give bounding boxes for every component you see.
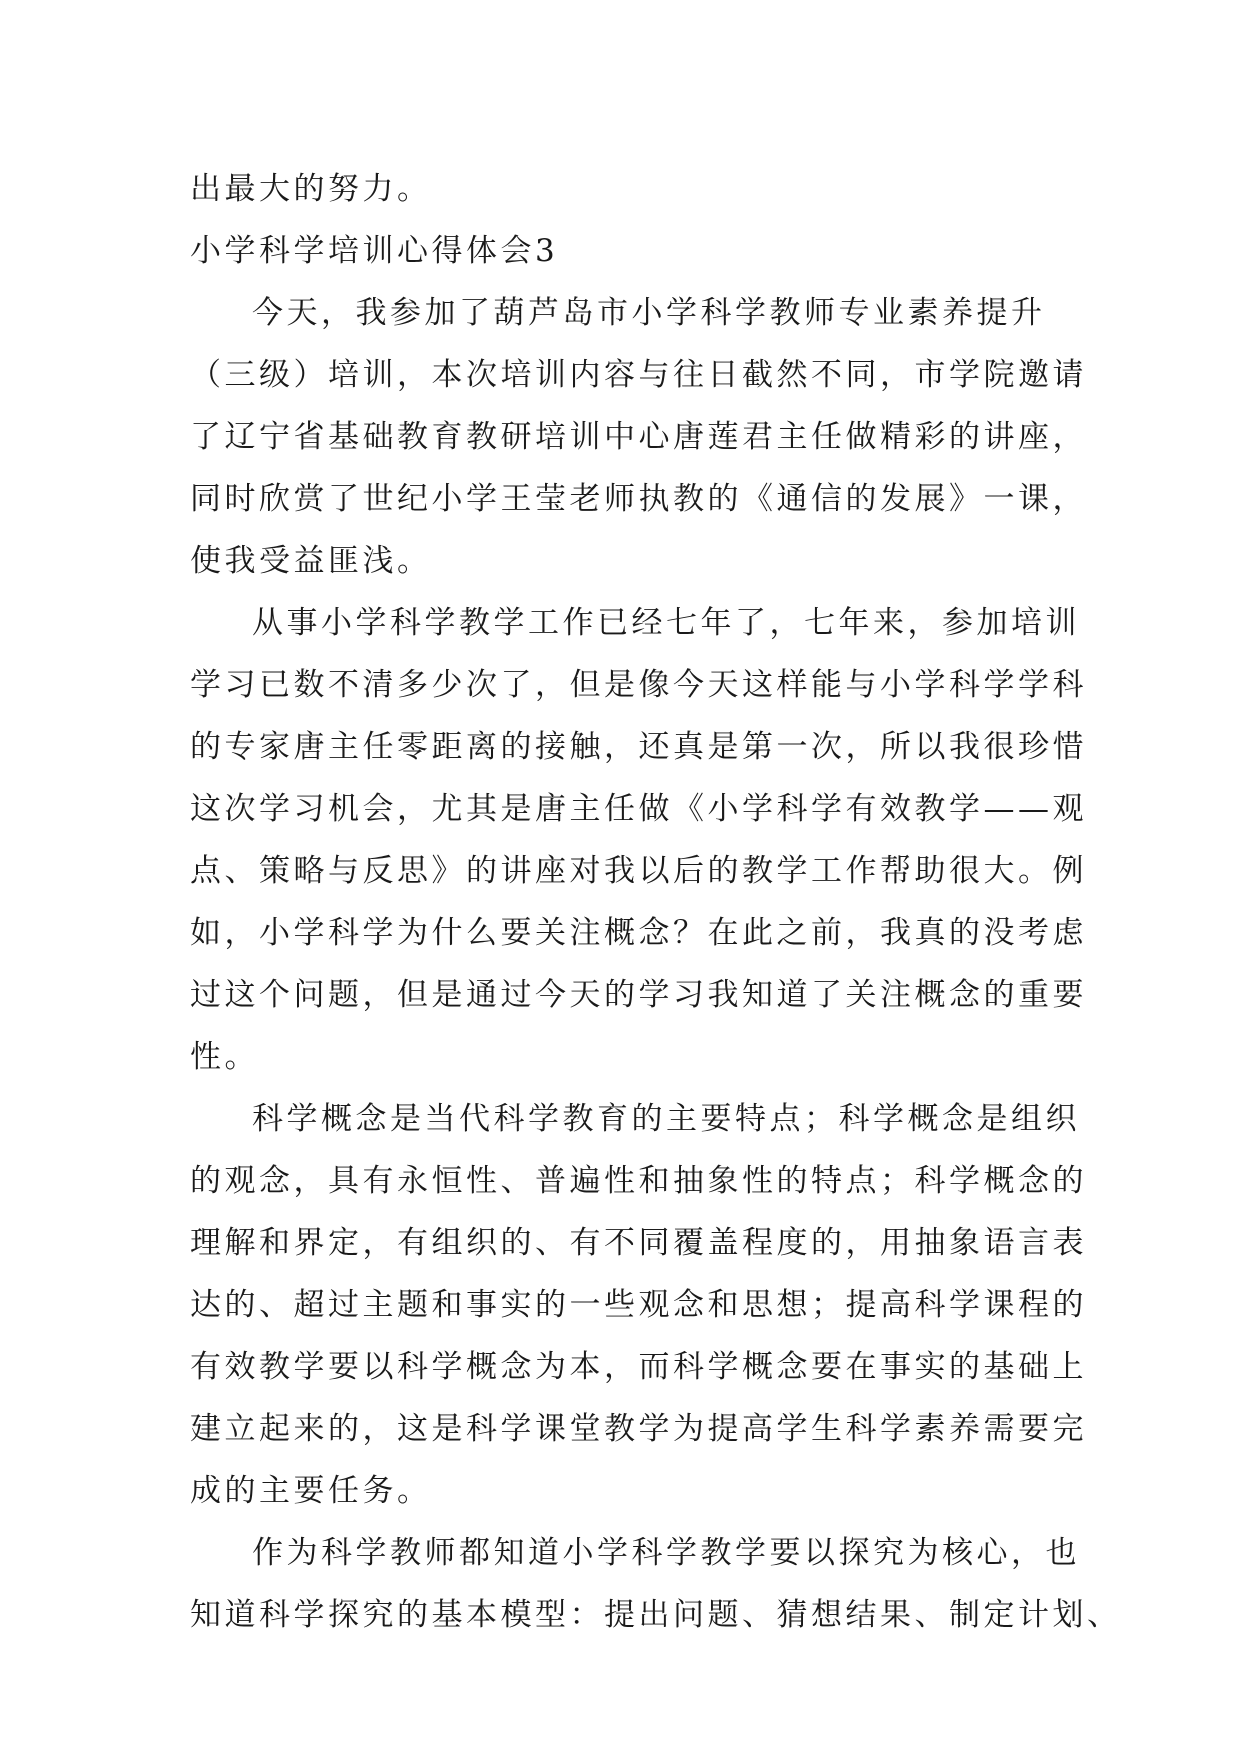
paragraph-line: 建立起来的，这是科学课堂教学为提高学生科学素养需要完 <box>190 1411 1087 1447</box>
paragraph-line: 理解和界定，有组织的、有不同覆盖程度的，用抽象语言表 <box>190 1225 1087 1261</box>
paragraph-1 <box>190 282 1087 592</box>
paragraph-line: 今天，我参加了葫芦岛市小学科学教师专业素养提升 <box>252 295 1046 331</box>
paragraph-2 <box>190 592 1087 1088</box>
paragraph-line: 科学概念是当代科学教育的主要特点；科学概念是组织 <box>252 1101 1080 1137</box>
paragraph-3 <box>190 1088 1087 1522</box>
paragraph-line: 的观念，具有永恒性、普遍性和抽象性的特点；科学概念的 <box>190 1163 1087 1199</box>
paragraph-line: （三级）培训，本次培训内容与往日截然不同，市学院邀请 <box>190 357 1087 393</box>
paragraph-line: 的专家唐主任零距离的接触，还真是第一次，所以我很珍惜 <box>190 729 1087 765</box>
paragraph-line: 同时欣赏了世纪小学王莹老师执教的《通信的发展》一课， <box>190 481 1087 517</box>
paragraph-line: 了辽宁省基础教育教研培训中心唐莲君主任做精彩的讲座， <box>190 419 1087 455</box>
paragraph-line: 从事小学科学教学工作已经七年了，七年来，参加培训 <box>252 605 1080 641</box>
paragraph-line: 点、策略与反思》的讲座对我以后的教学工作帮助很大。例 <box>190 853 1087 889</box>
document-body <box>190 158 1122 1646</box>
paragraph-line: 使我受益匪浅。 <box>190 543 432 579</box>
paragraph-line: 性。 <box>190 1039 259 1075</box>
paragraph-line: 成的主要任务。 <box>190 1473 432 1509</box>
section-heading: 小学科学培训心得体会3 <box>190 233 559 269</box>
previous-section-tail: 出最大的努力。 <box>190 171 432 207</box>
paragraph-4 <box>190 1522 1122 1646</box>
paragraph-line: 学习已数不清多少次了，但是像今天这样能与小学科学学科 <box>190 667 1087 703</box>
paragraph-line: 如，小学科学为什么要关注概念？在此之前，我真的没考虑 <box>190 915 1087 951</box>
paragraph-line: 作为科学教师都知道小学科学教学要以探究为核心，也 <box>252 1535 1080 1571</box>
paragraph-line: 过这个问题，但是通过今天的学习我知道了关注概念的重要 <box>190 977 1087 1013</box>
paragraph-line: 知道科学探究的基本模型：提出问题、猜想结果、制定计划、 <box>190 1597 1122 1633</box>
paragraph-line: 这次学习机会，尤其是唐主任做《小学科学有效教学——观 <box>190 791 1087 827</box>
paragraph-line: 有效教学要以科学概念为本，而科学概念要在事实的基础上 <box>190 1349 1087 1385</box>
paragraph-line: 达的、超过主题和事实的一些观念和思想；提高科学课程的 <box>190 1287 1087 1323</box>
